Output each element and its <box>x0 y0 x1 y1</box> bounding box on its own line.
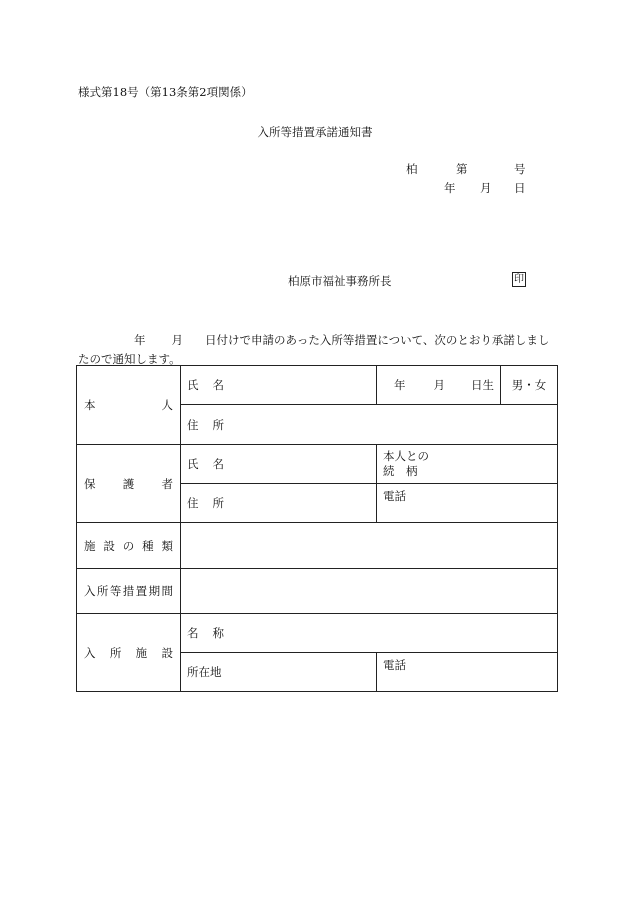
guardian-name-cell[interactable] <box>181 445 377 484</box>
date-month: 月 <box>480 181 492 195</box>
guardian-relation-line1: 本人との <box>383 449 429 463</box>
guardian-category: 保護者 <box>77 445 181 523</box>
period-cell[interactable] <box>181 569 558 614</box>
person-address-label-2: 所 <box>212 417 224 432</box>
date-day: 日 <box>514 181 526 195</box>
ref-city: 柏 <box>406 162 418 176</box>
facility-name-label-2: 称 <box>212 626 224 640</box>
notice-text <box>78 331 558 369</box>
person-birthdate-cell[interactable] <box>377 366 501 405</box>
ref-go: 号 <box>514 162 526 176</box>
facility-phone-cell[interactable]: 電話 <box>377 653 558 692</box>
guardian-address-label-1: 住 <box>187 496 199 510</box>
guardian-name-row <box>77 445 558 484</box>
body-year: 年 <box>134 333 146 347</box>
ref-no: 第 <box>456 162 468 176</box>
facility-name-cell[interactable] <box>181 614 558 653</box>
person-birth-month: 月 <box>433 378 445 392</box>
info-table <box>76 365 558 692</box>
guardian-name-label-1: 氏 <box>187 457 199 471</box>
facility-name-label-1: 名 <box>187 626 199 640</box>
person-name-label-1: 氏 <box>187 378 199 392</box>
person-gender-cell[interactable]: 男・女 <box>501 366 558 405</box>
guardian-phone-cell[interactable]: 電話 <box>377 484 558 523</box>
facility-name-row <box>77 614 558 653</box>
seal-mark: 印 <box>514 274 524 285</box>
facility-type-cell[interactable] <box>181 523 558 569</box>
person-address-cell[interactable] <box>181 405 558 445</box>
facility-type-row <box>77 523 558 569</box>
date-year: 年 <box>444 181 456 195</box>
guardian-name-label-2: 名 <box>212 457 224 471</box>
period-category: 入所等措置期間 <box>77 569 181 614</box>
facility-type-category: 施設の種類 <box>77 523 181 569</box>
guardian-relation-line2: 続 柄 <box>383 464 418 478</box>
guardian-relation-cell[interactable] <box>377 445 558 484</box>
guardian-address-label-2: 所 <box>212 496 224 510</box>
body-text: 日付けで申請のあった入所等措置について、次のとおり承諾しましたので通知します。 <box>78 333 550 366</box>
person-category: 本人 <box>77 366 181 445</box>
person-name-row <box>77 366 558 405</box>
person-name-label-2: 名 <box>212 378 224 392</box>
guardian-address-cell[interactable] <box>181 484 377 523</box>
body-month: 月 <box>171 333 183 347</box>
person-birth-suffix: 日生 <box>471 378 494 392</box>
facility-category: 入所施設 <box>77 614 181 692</box>
facility-location-cell[interactable]: 所在地 <box>181 653 377 692</box>
document-title: 入所等措置承諾通知書 <box>257 125 373 139</box>
person-address-label-1: 住 <box>187 417 199 432</box>
person-birth-year: 年 <box>394 378 406 392</box>
person-name-cell[interactable] <box>181 366 377 405</box>
period-row <box>77 569 558 614</box>
issuer-name: 柏原市福祉事務所長 <box>288 274 392 288</box>
form-number: 様式第18号（第13条第2項関係） <box>78 85 253 99</box>
